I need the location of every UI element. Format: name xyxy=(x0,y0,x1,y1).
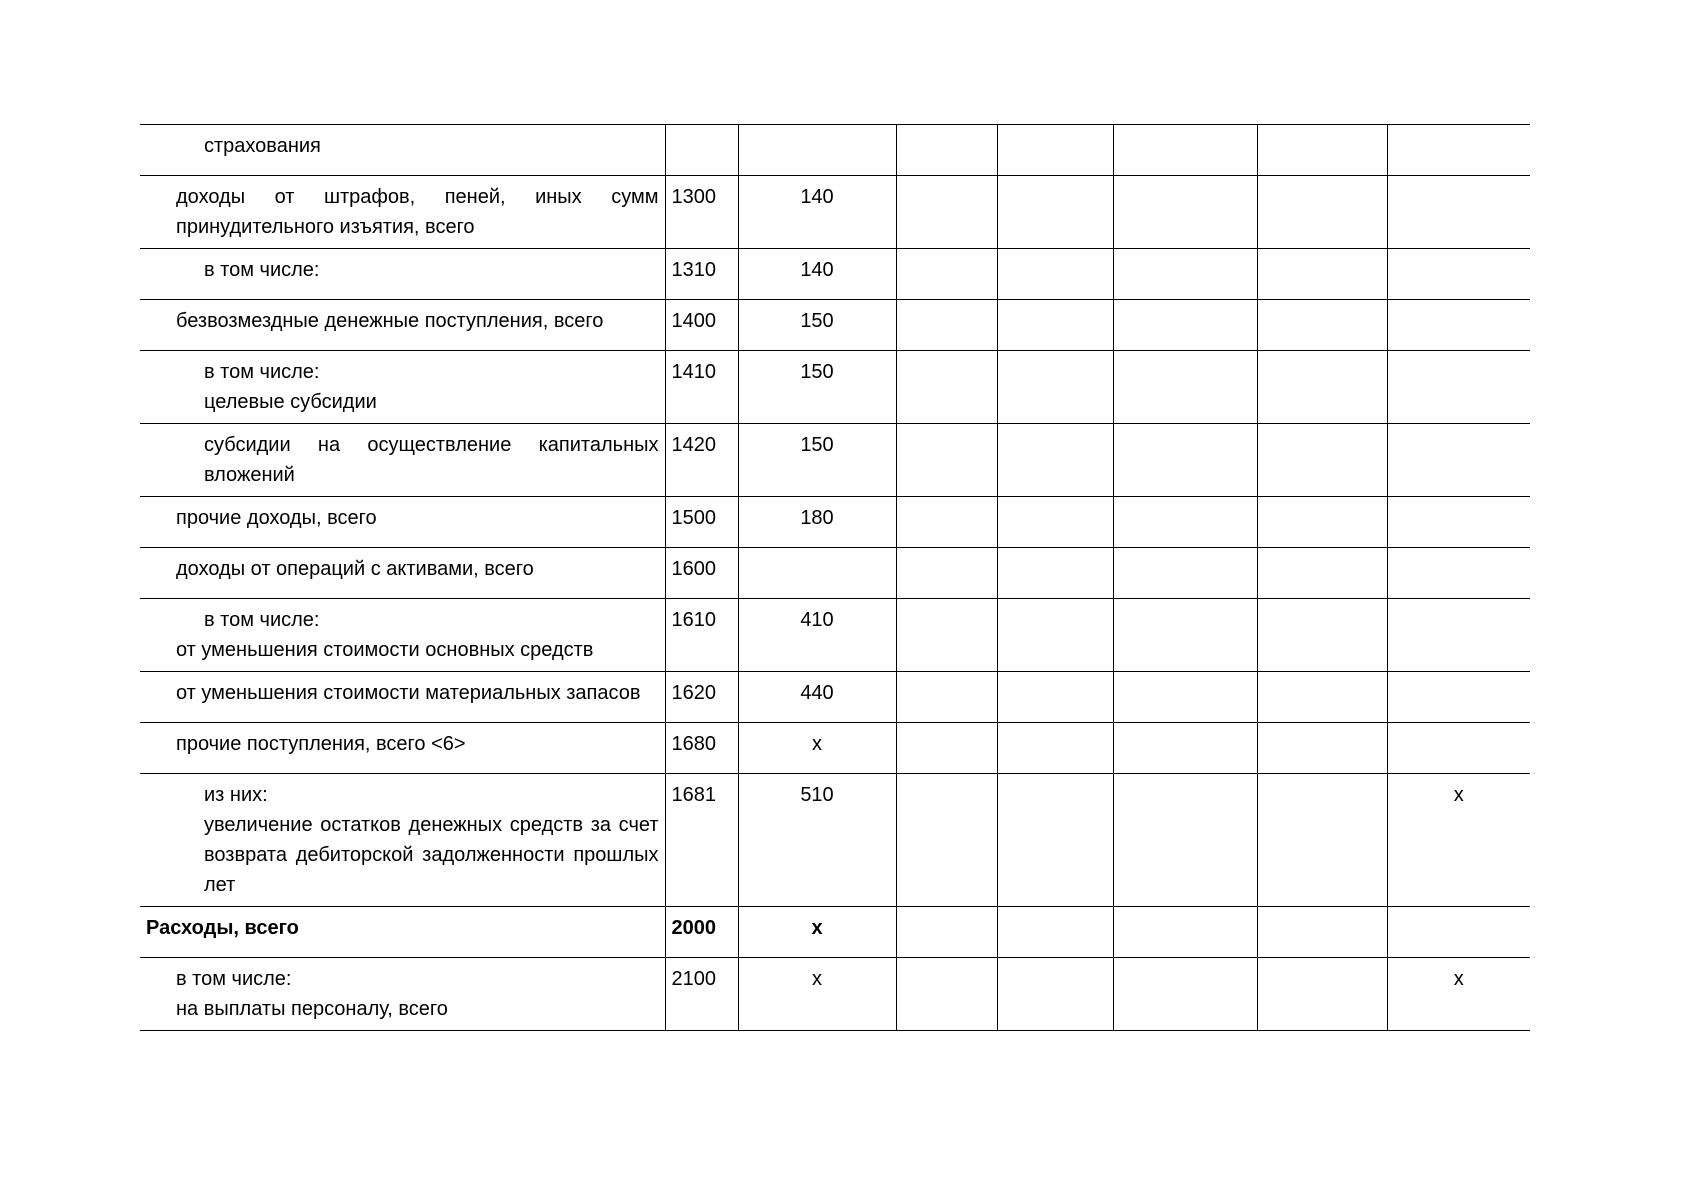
row-value-cell xyxy=(896,774,997,907)
row-kbk-cell: 440 xyxy=(738,672,896,723)
row-name-cell xyxy=(140,125,665,176)
row-name-text: увеличение остатков денежных средств за счет возврата дебиторской задолженности прошлых лет xyxy=(204,814,659,896)
row-code-cell: 1610 xyxy=(665,599,738,672)
row-value-cell xyxy=(1113,774,1257,907)
row-value-cell xyxy=(1387,599,1530,672)
row-name-text: доходы от штрафов, пеней, иных сумм принудительного изъятия, всего xyxy=(176,186,659,238)
row-value-cell xyxy=(1257,723,1387,774)
row-name-text: безвозмездные денежные поступления, всего xyxy=(176,310,604,332)
table-row xyxy=(140,599,1530,672)
row-value-cell xyxy=(896,548,997,599)
document-page xyxy=(140,124,1530,1031)
table-row xyxy=(140,672,1530,723)
row-value-cell xyxy=(1257,548,1387,599)
row-name-text: в том числе: xyxy=(204,259,320,281)
row-kbk-cell: 150 xyxy=(738,351,896,424)
row-value-cell xyxy=(997,958,1113,1031)
row-name-text: в том числе: xyxy=(176,968,292,990)
row-kbk-cell xyxy=(738,548,896,599)
table-row xyxy=(140,176,1530,249)
row-kbk-cell: х xyxy=(738,907,896,958)
row-value-cell xyxy=(1257,774,1387,907)
row-name-cell xyxy=(140,249,665,300)
row-value-cell xyxy=(1113,424,1257,497)
row-value-cell xyxy=(997,774,1113,907)
row-kbk-cell: 510 xyxy=(738,774,896,907)
row-value-cell xyxy=(997,249,1113,300)
table-row xyxy=(140,497,1530,548)
row-code-cell: 1680 xyxy=(665,723,738,774)
row-name-text: на выплаты персоналу, всего xyxy=(176,998,448,1020)
row-value-cell xyxy=(1387,723,1530,774)
row-name-text: прочие поступления, всего <6> xyxy=(176,733,466,755)
row-value-cell xyxy=(896,125,997,176)
table-row xyxy=(140,958,1530,1031)
row-value-cell xyxy=(997,351,1113,424)
row-value-cell xyxy=(1257,599,1387,672)
row-name-cell xyxy=(140,424,665,497)
row-code-cell: 1681 xyxy=(665,774,738,907)
row-value-cell xyxy=(1257,176,1387,249)
row-name-text: от уменьшения стоимости материальных запасов xyxy=(176,682,641,704)
financial-plan-table xyxy=(140,124,1530,1031)
table-row xyxy=(140,907,1530,958)
row-value-cell xyxy=(1113,125,1257,176)
row-code-cell: 1310 xyxy=(665,249,738,300)
row-name-text: целевые субсидии xyxy=(204,391,377,413)
row-name-text: в том числе: xyxy=(204,609,320,631)
row-name-text: прочие доходы, всего xyxy=(176,507,377,529)
table-row xyxy=(140,125,1530,176)
row-name-text: субсидии на осуществление капитальных вложений xyxy=(204,434,659,486)
row-value-cell xyxy=(1113,176,1257,249)
row-value-cell xyxy=(896,672,997,723)
row-value-cell xyxy=(997,300,1113,351)
row-kbk-cell: х xyxy=(738,958,896,1031)
row-value-cell xyxy=(1257,125,1387,176)
row-name-cell xyxy=(140,300,665,351)
row-value-cell xyxy=(1113,958,1257,1031)
table-row xyxy=(140,424,1530,497)
row-value-cell xyxy=(1257,958,1387,1031)
table-row xyxy=(140,774,1530,907)
row-value-cell xyxy=(896,424,997,497)
row-kbk-cell: 150 xyxy=(738,300,896,351)
row-value-cell xyxy=(1387,907,1530,958)
row-name-cell xyxy=(140,723,665,774)
row-name-text: доходы от операций с активами, всего xyxy=(176,558,534,580)
row-kbk-cell xyxy=(738,125,896,176)
row-value-cell xyxy=(1387,351,1530,424)
row-value-cell xyxy=(1387,300,1530,351)
row-name-text: из них: xyxy=(204,784,268,806)
row-value-cell xyxy=(1113,497,1257,548)
row-code-cell: 1600 xyxy=(665,548,738,599)
row-value-cell xyxy=(896,599,997,672)
row-value-cell: х xyxy=(1387,774,1530,907)
row-kbk-cell: 410 xyxy=(738,599,896,672)
row-value-cell xyxy=(1257,249,1387,300)
table-row xyxy=(140,548,1530,599)
row-name-text: Расходы, всего xyxy=(146,917,299,939)
row-value-cell xyxy=(1113,599,1257,672)
row-value-cell xyxy=(896,497,997,548)
row-value-cell xyxy=(896,249,997,300)
row-value-cell xyxy=(1257,300,1387,351)
row-value-cell xyxy=(1387,424,1530,497)
row-value-cell xyxy=(997,599,1113,672)
row-kbk-cell: х xyxy=(738,723,896,774)
row-value-cell xyxy=(1257,672,1387,723)
row-name-cell xyxy=(140,497,665,548)
row-value-cell xyxy=(1387,548,1530,599)
row-value-cell xyxy=(997,424,1113,497)
row-name-cell xyxy=(140,548,665,599)
row-value-cell xyxy=(1257,907,1387,958)
row-code-cell: 1400 xyxy=(665,300,738,351)
row-kbk-cell: 150 xyxy=(738,424,896,497)
row-name-text: от уменьшения стоимости основных средств xyxy=(176,639,594,661)
row-code-cell: 1620 xyxy=(665,672,738,723)
row-value-cell xyxy=(896,907,997,958)
row-value-cell xyxy=(997,125,1113,176)
row-value-cell xyxy=(896,300,997,351)
row-name-cell xyxy=(140,958,665,1031)
row-code-cell: 1500 xyxy=(665,497,738,548)
row-name-cell xyxy=(140,774,665,907)
row-kbk-cell: 140 xyxy=(738,249,896,300)
row-value-cell xyxy=(1387,125,1530,176)
row-value-cell xyxy=(896,958,997,1031)
row-value-cell xyxy=(896,351,997,424)
table-row xyxy=(140,351,1530,424)
row-code-cell: 2100 xyxy=(665,958,738,1031)
row-value-cell xyxy=(997,723,1113,774)
row-value-cell xyxy=(896,176,997,249)
row-value-cell: х xyxy=(1387,958,1530,1031)
row-name-cell xyxy=(140,672,665,723)
row-code-cell: 1420 xyxy=(665,424,738,497)
row-value-cell xyxy=(896,723,997,774)
row-code-cell: 2000 xyxy=(665,907,738,958)
row-name-cell xyxy=(140,351,665,424)
row-code-cell: 1300 xyxy=(665,176,738,249)
row-kbk-cell: 140 xyxy=(738,176,896,249)
row-value-cell xyxy=(1113,672,1257,723)
row-kbk-cell: 180 xyxy=(738,497,896,548)
table-row xyxy=(140,723,1530,774)
row-value-cell xyxy=(997,497,1113,548)
row-name-cell xyxy=(140,599,665,672)
row-code-cell: 1410 xyxy=(665,351,738,424)
table-row xyxy=(140,300,1530,351)
row-code-cell xyxy=(665,125,738,176)
row-value-cell xyxy=(1387,249,1530,300)
row-value-cell xyxy=(1113,907,1257,958)
row-name-text: страхования xyxy=(204,135,321,157)
row-value-cell xyxy=(1113,351,1257,424)
row-value-cell xyxy=(1387,672,1530,723)
row-value-cell xyxy=(1113,300,1257,351)
table-body xyxy=(140,125,1530,1031)
row-value-cell xyxy=(997,176,1113,249)
table-row xyxy=(140,249,1530,300)
row-value-cell xyxy=(1113,249,1257,300)
row-value-cell xyxy=(1257,424,1387,497)
row-value-cell xyxy=(1387,176,1530,249)
row-value-cell xyxy=(1387,497,1530,548)
row-name-text: в том числе: xyxy=(204,361,320,383)
row-name-cell xyxy=(140,176,665,249)
row-name-cell xyxy=(140,907,665,958)
row-value-cell xyxy=(1257,351,1387,424)
row-value-cell xyxy=(1257,497,1387,548)
row-value-cell xyxy=(1113,723,1257,774)
row-value-cell xyxy=(1113,548,1257,599)
row-value-cell xyxy=(997,548,1113,599)
row-value-cell xyxy=(997,907,1113,958)
row-value-cell xyxy=(997,672,1113,723)
